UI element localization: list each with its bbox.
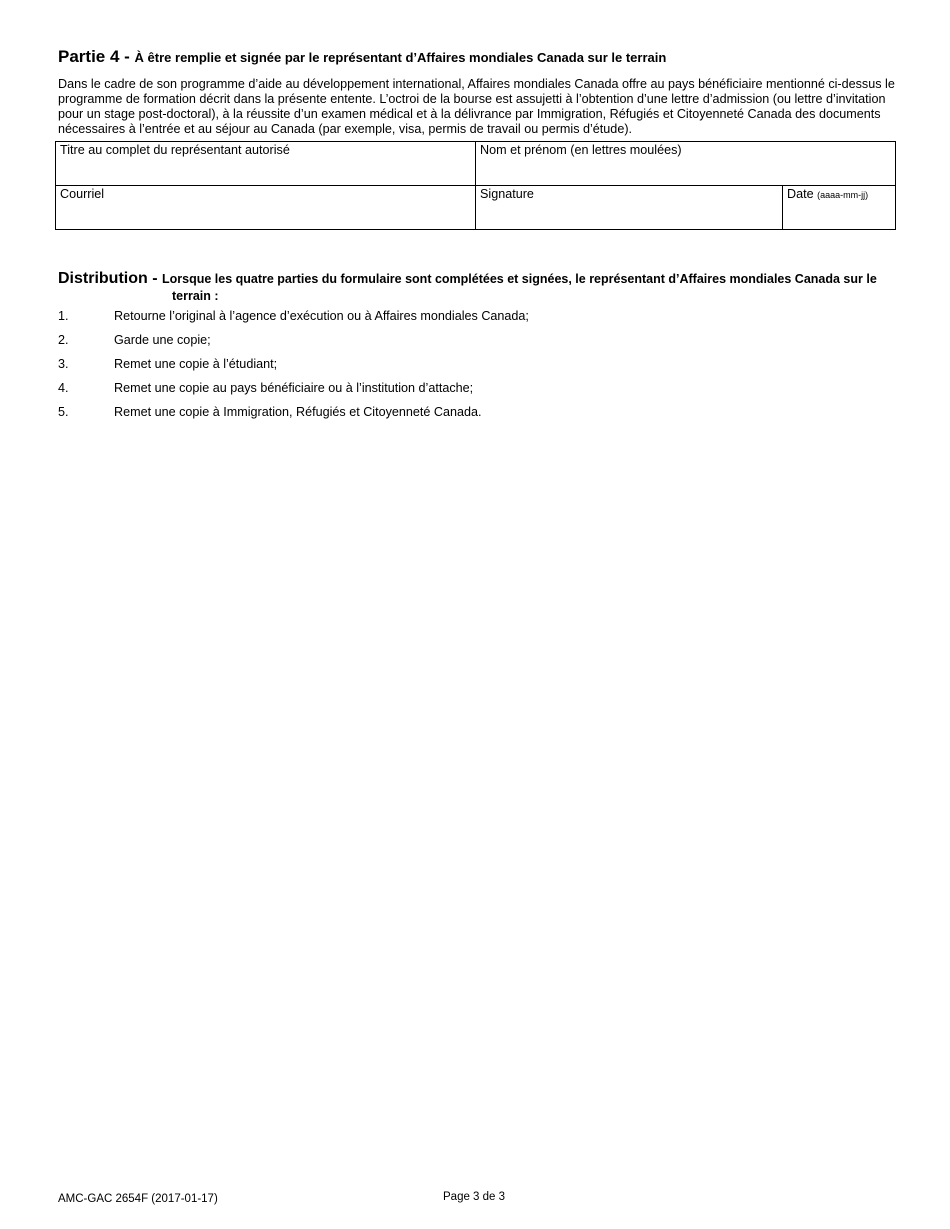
part4-intro-paragraph: Dans le cadre de son programme d’aide au développement international, Affaires mondiales Canada offre au pays bénéficiaire mentionné ci-dessus le programme de formation décrit dans la présente entente. L’octroi de la bourse est assujetti à l’obtention d’une lettre d’admission (ou lettre d’invitation pour un stage post-doctoral), à la réussite d’un examen médical et à la délivrance par Immigration, Réfugiés et Citoyenneté Canada des documents nécessaires à l’entrée et au séjour au Canada (par exemple, visa, permis de travail ou permis d’étude).: [58, 77, 895, 136]
page-number: Page 3 de 3: [443, 1191, 506, 1203]
title-field[interactable]: [56, 142, 476, 186]
list-item-number: 2.: [58, 333, 69, 347]
email-field[interactable]: [56, 186, 476, 230]
list-item-text: Garde une copie;: [114, 333, 211, 347]
name-field-label: Nom et prénom (en lettres moulées): [480, 143, 682, 157]
distribution-list: [58, 309, 898, 429]
list-item: [58, 309, 898, 333]
form-code: AMC-GAC 2654F (2017-01-17): [58, 1193, 218, 1205]
list-item-number: 5.: [58, 405, 69, 419]
part4-heading-rest: À être remplie et signée par le représentant d’Affaires mondiales Canada sur le terrain: [134, 50, 667, 65]
list-item-text: Remet une copie à Immigration, Réfugiés et Citoyenneté Canada.: [114, 405, 482, 419]
email-field-label: Courriel: [60, 187, 105, 201]
list-item-text: Remet une copie à l’étudiant;: [114, 357, 278, 371]
date-field[interactable]: [783, 186, 896, 230]
form-row-2: [56, 186, 896, 230]
distribution-heading-rest: Lorsque les quatre parties du formulaire sont complétées et signées, le représentant d’Affaires mondiales Canada sur le: [161, 272, 877, 286]
list-item-text: Retourne l’original à l’agence d’exécution ou à Affaires mondiales Canada;: [114, 309, 529, 323]
list-item: [58, 333, 898, 357]
list-item-number: 3.: [58, 357, 69, 371]
part4-heading-main: Partie 4 -: [58, 47, 135, 66]
list-item-number: 1.: [58, 309, 69, 323]
signature-field[interactable]: [476, 186, 783, 230]
date-format-hint: (aaaa-mm-jj): [817, 190, 869, 200]
list-item: [58, 405, 898, 429]
form-row-1: [56, 142, 896, 186]
distribution-heading-main: Distribution -: [58, 270, 162, 287]
distribution-heading-continuation: terrain :: [172, 289, 219, 303]
representative-form-table: [55, 141, 896, 230]
list-item: [58, 357, 898, 381]
date-field-label: Date: [787, 187, 814, 201]
signature-field-label: Signature: [480, 187, 534, 201]
list-item-text: Remet une copie au pays bénéficiaire ou à l’institution d’attache;: [114, 381, 474, 395]
distribution-heading: [58, 270, 898, 305]
part4-heading: [58, 47, 898, 68]
list-item-number: 4.: [58, 381, 69, 395]
list-item: [58, 381, 898, 405]
name-field[interactable]: [476, 142, 896, 186]
title-field-label: Titre au complet du représentant autorisé: [60, 143, 290, 157]
